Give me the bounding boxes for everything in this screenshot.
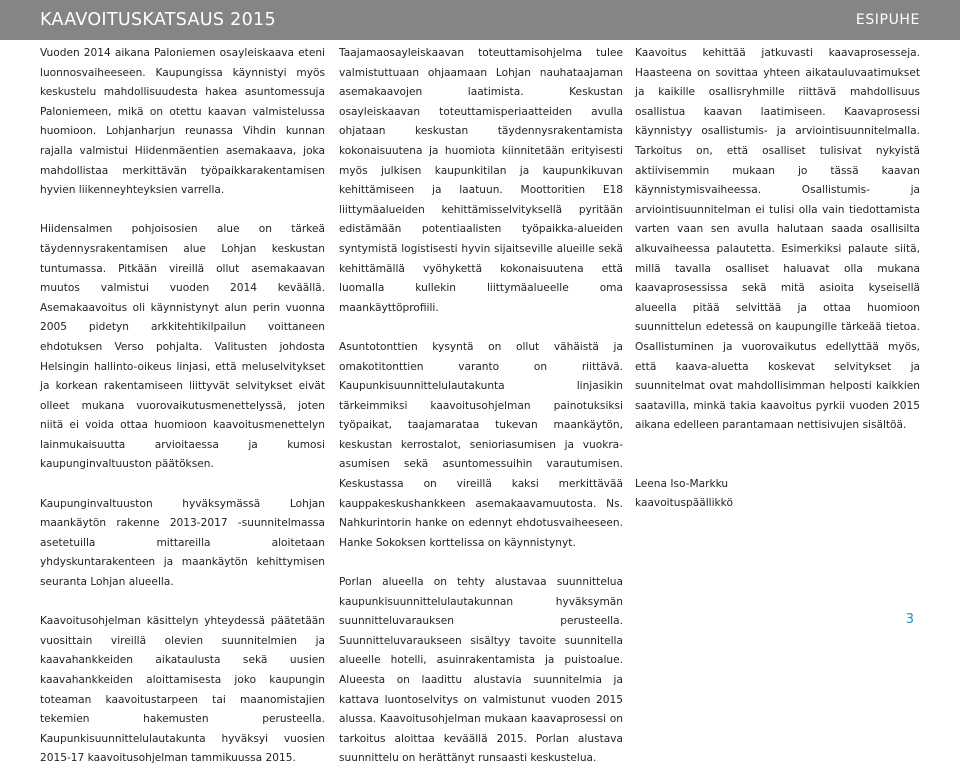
paragraph: Vuoden 2014 aikana Paloniemen osayleiskaava eteni luonnosvaiheeseen. Kaupungissa käynnistyi myös keskustelu mahdollisuudesta hakea asuntomessuja Paloniemeen, mikä on otettu kaavan valmistelussa huomioon. Lohjanharjun reunassa Vihdin kunnan rajalla valmistui Hiidenmäentien asemakaava, joka mahdollistaa merkittävän työpaikkarakentamisen hyvien liikenneyhteyksien varrella. <box>40 47 325 197</box>
paragraph: Kaavoitusohjelman käsittelyn yhteydessä päätetään vuosittain vireillä olevien suunnitelmien ja kaavahankkeiden aikataulusta sekä uusien kaavahankkeiden aloittamisesta joko kaupungin toteaman kaavoitustarpeen tai maanomistajien tekemien hakemusten perusteella. Kaupunkisuunnittelulautakunta hyväksyi vuosien 2015-17 kaavoitusohjelman tammikuussa 2015. <box>40 615 325 765</box>
signature-name: Leena Iso-Markku <box>635 477 729 490</box>
page-number: 3 <box>905 612 914 627</box>
document-title: KAAVOITUSKATSAUS 2015 <box>40 10 276 30</box>
signature-role: kaavoituspäällikkö <box>635 497 733 510</box>
section-label: ESIPUHE <box>855 12 920 28</box>
paragraph: Kaavoitus kehittää jatkuvasti kaavaprosesseja. Haasteena on sovittaa yhteen aikatauluvaatimukset ja kaikille osallisryhmille riittävä mahdollisuus osallistua kaavan laatimiseen. Kaavaprosessi käynnistyy osallistumis- ja arviointisuunnitelmalla. Tarkoitus on, että osalliset tulisivat nykyistä aktiivisemmin mukaan jo tässä kaavan käynnistymisvaiheessa. Osallistumis- ja arviointisuunnitelman ei tulisi olla vain tiedottamista varten vaan sen avulla halutaan saada osallisilta alkuvaiheessa palautetta. Esimerkiksi palaute siitä, millä tavalla osalliset haluavat olla mukana kaavaprosessissa sekä mitä asioita kyseisellä alueella pitää selvittää ja ottaa huomioon suunnittelun edetessä on kaupungille tärkeää tietoa. Osallistuminen ja vuorovaikutus edellyttää myös, että kaava-aluetta koskevat selvitykset ja suunnitelmat ovat mahdollisimman helposti kaikkien saatavilla, minkä takia kaavoitus pyrkii vuoden 2015 aikana edelleen parantamaan nettisivujen sisältöä. <box>635 47 920 432</box>
header-banner <box>0 0 960 40</box>
paragraph: Asuntotonttien kysyntä on ollut vähäistä ja omakotitonttien varanto on riittävä. Kaupunkisuunnittelulautakunta linjasikin tärkeimmiksi kaavoitusohjelman painotuksiksi työpaikat, taajamarataa tukevan maankäytön, keskustan kerrostalot, senioriasumisen ja vuokra-asumisen sekä asuntomessuihin varautumisen. Keskustassa on vireillä kaksi merkittävää kauppakeskushankkeen asemakaavamuutosta. Ns. Nahkurintorin hanke on edennyt ehdotusvaiheeseen. Hanke Sokoksen korttelissa on käynnistynyt. <box>339 340 623 549</box>
paragraph: Kaupunginvaltuuston hyväksymässä Lohjan maankäytön rakenne 2013-2017 -suunnitelmassa asetetuilla mittareilla aloitetaan yhdyskuntarakenteen ja maankäytön kehittymisen seuranta Lohjan alueella. <box>40 497 325 589</box>
column-3 <box>635 44 920 514</box>
column-1 <box>40 44 325 769</box>
paragraph: Porlan alueella on tehty alustavaa suunnittelua kaupunkisuunnittelulautakunnan hyväksymän suunnitteluvarauksen perusteella. Suunnitteluvaraukseen sisältyy tavoite suunnitella alueelle hotelli, asuinrakentamista ja puistoalue. Alueesta on laadittu alustavia suunnitelmia ja kattava luontoselvitys on valmistunut vuoden 2015 alussa. Kaavoitusohjelman mukaan kaavaprosessi on tarkoitus aloittaa keväällä 2015. Porlan alustava suunnittelu on herättänyt runsaasti keskustelua. <box>339 576 623 765</box>
paragraph: Taajamaosayleiskaavan toteuttamisohjelma tulee valmistuttuaan ohjaamaan Lohjan nauhataajaman asemakaavojen laatimista. Keskustan osayleiskaavan toteuttamisperiaatteiden avulla ohjataan keskustan täydennysrakentamista kokonaisuutena ja huomiota kiinnitetään erityisesti myös julkisen kaupunkitilan ja kaupunkikuvan kehittämiseen ja laatuun. Moottoritien E18 liittymäalueiden kehittämisselvityksellä pyritään edistämään potentiaalisten työpaikka-alueiden syntymistä logistisesti hyvin sijaitseville alueille sekä kehittämällä vyöhykettä kokonaisuutena että luomalla kullekin liittymäalueelle oma maankäyttöprofiili. <box>339 47 623 314</box>
paragraph: Hiidensalmen pohjoisosien alue on tärkeä täydennysrakentamisen alue Lohjan keskustan tuntumassa. Pitkään vireillä ollut asemakaavan muutos valmistui vuoden 2014 keväällä. Asemakaavoitus oli käynnistynyt alun perin vuonna 2005 pidetyn arkkitehtikilpailun voittaneen ehdotuksen Verso pohjalta. Valitusten johdosta Helsingin hallinto-oikeus linjasi, että meluselvitykset ja korkean rakentamiseen liittyvät selvitykset eivät olleet mukana vuorovaikutusmenettelyssä, joten niitä ei voida ottaa huomioon kaavoitusmenettelyn lainmukaisuutta arvioitaessa ja kumosi kaupunginvaltuuston päätöksen. <box>40 223 325 471</box>
column-2 <box>339 44 623 769</box>
signature <box>635 475 920 514</box>
